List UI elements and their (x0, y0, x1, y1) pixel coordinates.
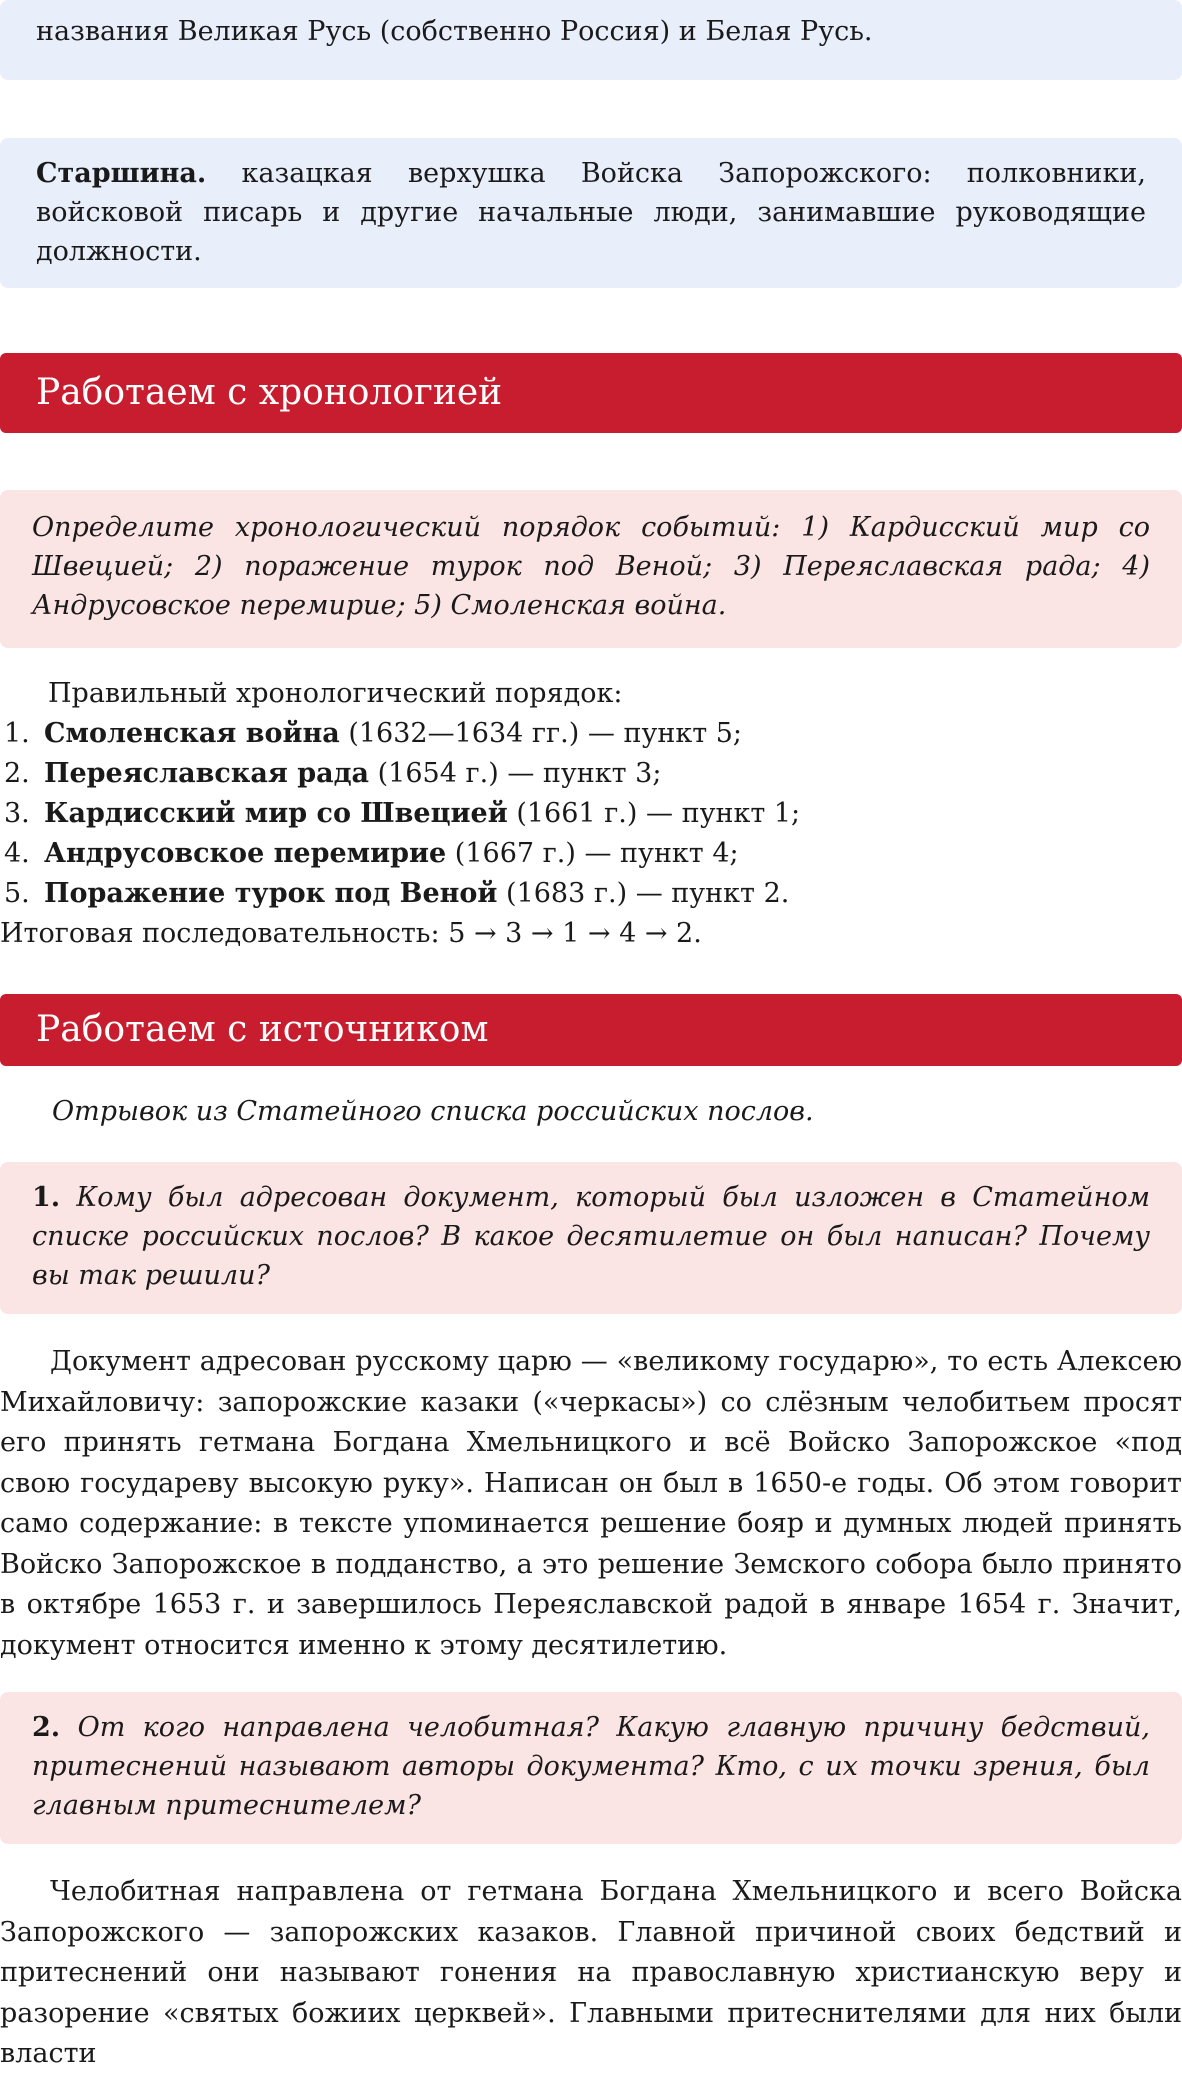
section-banner-source: Работаем с источником (0, 994, 1182, 1066)
list-item-rest: (1667 г.) — пункт 4; (446, 838, 739, 869)
question-2-number: 2. (32, 1712, 61, 1743)
list-item-name: Переяславская рада (44, 758, 370, 789)
list-item-number: 5. (4, 878, 30, 909)
list-item (0, 874, 1182, 914)
list-item-number: 1. (4, 718, 30, 749)
list-item-number: 2. (4, 758, 30, 789)
term-box (0, 138, 1182, 288)
term-text: казацкая верхушка Войска Запорожского: полковники, войсковой писарь и другие начальные люди, занимавшие руководящие должности. (36, 158, 1146, 267)
chronology-answer (0, 674, 1182, 954)
term-word: Старшина. (36, 158, 207, 189)
list-item-name: Смоленская война (44, 718, 340, 749)
list-item-rest: (1654 г.) — пункт 3; (369, 758, 662, 789)
question-1-box (0, 1162, 1182, 1314)
answer-intro: Правильный хронологический порядок: (48, 678, 623, 709)
answer-2-text: Челобитная направлена от гетмана Богдана Хмельницкого и всего Войска Запорожского — запорожских казаков. Главной причиной своих бедствий и притеснений они называют гонения на православную христианскую веру и разорение «святых божиих церквей». Главными притеснителями для них были власти (0, 1876, 1182, 2069)
question-1-text (32, 1178, 1150, 1295)
intro-box (0, 0, 1182, 80)
summary-line: Итоговая последовательность: 5 → 3 → 1 → 4 → 2. (0, 918, 702, 949)
intro-text: названия Великая Русь (собственно Россия) и Белая Русь. (36, 16, 873, 47)
term-definition (36, 154, 1146, 271)
source-caption: Отрывок из Статейного списка российских послов. (52, 1096, 814, 1127)
question-2-box (0, 1692, 1182, 1844)
question-2-body: От кого направлена челобитная? Какую главную причину бедствий, притеснений называют авторы документа? Кто, с их точки зрения, был главным притеснителем? (32, 1712, 1150, 1821)
list-item (0, 754, 1182, 794)
list-item-number: 4. (4, 838, 30, 869)
answer-1-text: Документ адресован русскому царю — «великому государю», то есть Алексею Михайловичу: запорожские казаки («черкасы») со слёзным челобитьем просят его принять гетмана Богдана Хмельницкого и всё Войско Запорожское «под свою государеву высокую руку». Написан он был в 1650-е годы. Об этом говорит само содержание: в тексте упоминается решение бояр и думных людей принять Войско Запорожское в подданство, а это решение Земского собора было принято в октябре 1653 г. и завершилось Переяславской радой в январе 1654 г. Значит, документ относится именно к этому десятилетию. (0, 1346, 1182, 1661)
question-1-number: 1. (32, 1182, 61, 1213)
question-2-text (32, 1708, 1150, 1825)
list-item (0, 714, 1182, 754)
list-item-rest: (1683 г.) — пункт 2. (497, 878, 790, 909)
list-item-rest: (1632—1634 гг.) — пункт 5; (339, 718, 743, 749)
section-banner-chronology: Работаем с хронологией (0, 353, 1182, 433)
list-item-name: Андрусовское перемирие (44, 838, 447, 869)
list-item-rest: (1661 г.) — пункт 1; (507, 798, 801, 829)
chronology-task-box (0, 490, 1182, 648)
list-item-name: Поражение турок под Веной (44, 878, 498, 909)
list-item-name: Кардисский мир со Швецией (44, 798, 508, 829)
list-item (0, 794, 1182, 834)
list-item (0, 834, 1182, 874)
chronology-task-text: Определите хронологический порядок событий: 1) Кардисский мир со Швецией; 2) поражение турок под Веной; 3) Переяславская рада; 4) Андрусовское перемирие; 5) Смоленская война. (32, 512, 1150, 621)
question-1-body: Кому был адресован документ, который был изложен в Статейном списке российских послов? В какое десятилетие он был написан? Почему вы так решили? (32, 1182, 1150, 1291)
list-item-number: 3. (4, 798, 30, 829)
